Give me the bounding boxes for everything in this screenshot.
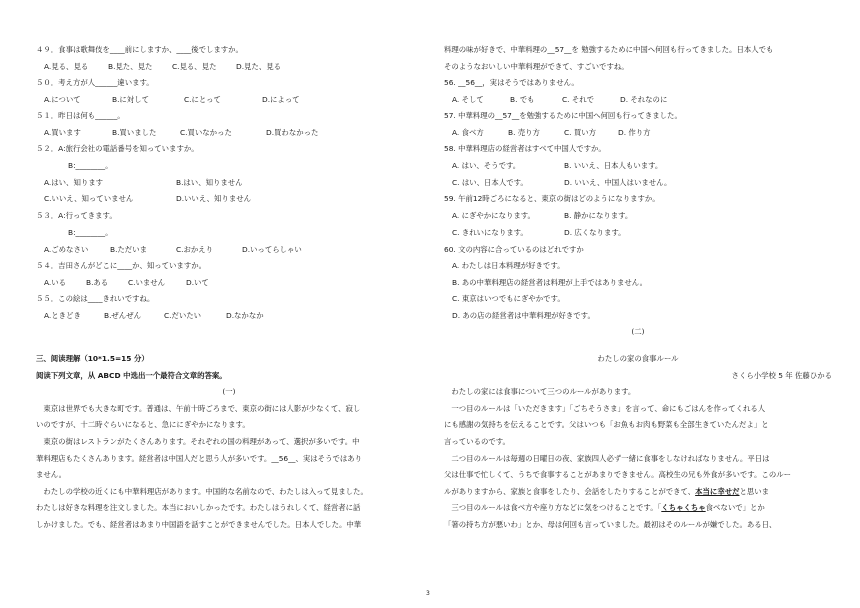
question-50-options	[44, 95, 300, 105]
option: D.買わなかった	[266, 128, 319, 137]
option: D.いて	[186, 278, 209, 287]
question-54-options	[44, 278, 209, 288]
question-50: ５０．考え方が人______違います。	[36, 78, 154, 87]
question-51-options	[44, 128, 318, 138]
passage-line: にも感謝の気持ちを伝えることです。父はいつも「お魚もお肉も野菜も全部生きていたんだよ」と	[444, 420, 769, 429]
passage-line: いのですが、十二時ぐらいになると、急ににぎやかになります。	[36, 420, 250, 429]
question-58: 58. 中華料理店の経営者はすべて中国人ですか。	[444, 144, 606, 153]
question-55-options	[44, 311, 264, 321]
option: C. きれいになります。	[452, 228, 528, 237]
option: D. いいえ、中国人はいません。	[564, 178, 672, 187]
option: A. はい、そうです。	[452, 161, 521, 170]
option: B.買いました	[112, 128, 157, 137]
option: C. はい、日本人です。	[452, 178, 528, 187]
passage-line: 東京の街はレストランがたくさんあります。それぞれの国の料理があって、選択が多いです。中	[36, 437, 360, 446]
question-59-options-row1	[452, 211, 632, 221]
option: C.買いなかった	[180, 128, 232, 137]
option: D. 作り方	[618, 128, 651, 137]
passage-2-author: さくら小学校 5 年 佐藤ひかる	[731, 371, 832, 380]
option: C.いいえ、知っていません	[44, 194, 134, 203]
option: D. 広くなります。	[564, 228, 626, 237]
option: D.いいえ、知りません	[176, 194, 252, 203]
question-52-options-row2	[44, 194, 251, 204]
option: A.はい、知ります	[44, 178, 104, 187]
passage-line: 東京は世界でも大きな町です。普通は、午前十時ごろまで、東京の街には人影が少なくて、寂し	[36, 404, 361, 413]
option: B. 静かになります。	[564, 211, 633, 220]
passage-line: 料理の味が好きで、中華料理の__57__を 勉強するために中国へ何回も行ってきました。日本人でも	[444, 45, 774, 54]
passage-line: わたしは好きな料理を注文しました。本当においしかったです。わたしはうれしくて、経営者に話	[36, 503, 361, 512]
option: C. 東京はいつでもにぎやかです。	[452, 294, 565, 303]
option: B.ただいま	[110, 245, 147, 254]
question-53-options	[44, 245, 302, 255]
option: C.おかえり	[176, 245, 214, 254]
question-53-reply: B:________。	[68, 228, 113, 237]
passage-line: 一つ目のルールは「いただきます」「ごちそうさま」を言って、命にもごはんを作ってくれる人	[444, 404, 766, 413]
question-58-options-row2	[452, 178, 671, 188]
question-52-options-row1	[44, 178, 243, 188]
option: A. にぎやかになります。	[452, 211, 535, 220]
option: C. それで	[562, 95, 595, 104]
section-title: 三、阅读理解（10*1.5=15 分）	[36, 354, 149, 363]
question-49-options	[44, 62, 281, 72]
passage-line: そのようなおいしい中華料理ができて、すごいですね。	[444, 62, 629, 71]
option: C.だいたい	[164, 311, 202, 320]
option: A.ごめなさい	[44, 245, 89, 254]
option: A.見る、見る	[44, 62, 89, 71]
question-53: ５３．A:行ってきます。	[36, 211, 117, 220]
option: D.見た、見る	[236, 62, 281, 71]
passage-text: 食べないで」とか	[705, 503, 765, 512]
passage-line	[444, 503, 765, 513]
passage-line: 「箸の持ち方が悪いわ」とか、母は何回も言っていました。最初はそのルールが嫌でした。ある日、	[444, 520, 777, 529]
option: C.いません	[128, 278, 166, 287]
passage-line: 父は仕事で忙しくて、うちで食事することがあまりできません。高校生の兄も外食が多いです。このルー	[444, 470, 791, 479]
option: A.いる	[44, 278, 67, 287]
option: B. あの中華料理店の経営者は料理が上手ではありません。	[452, 278, 647, 287]
option: B. いいえ、日本人もいます。	[564, 161, 663, 170]
option: B.に対して	[112, 95, 149, 104]
option: B.ぜんぜん	[104, 311, 141, 320]
passage-text: ルがありますから、家族と食事をしたり、会話をしたりすることができて、	[444, 487, 696, 496]
section-instructions: 阅读下列文章，从 ABCD 中选出一个最符合文章的答案。	[36, 371, 227, 380]
passage-line: わたしの家には食事について三つのルールがあります。	[444, 387, 636, 396]
passage-line: しかけました。でも、経営者はあまり中国語を話すことができませんでした。日本人でした。中華	[36, 520, 362, 529]
option: C.見る、見た	[172, 62, 217, 71]
question-60: 60. 文の内容に合っているのはどれですか	[444, 245, 584, 254]
question-55: ５５．この絵は____きれいですね。	[36, 294, 155, 303]
option: D.によって	[262, 95, 300, 104]
underlined-phrase: 本当に幸せだ	[695, 487, 740, 496]
option: B.はい、知りません	[176, 178, 243, 187]
passage-text: 三つ目のルールは食べ方や座り方などに気をつけることです。「	[444, 503, 662, 512]
option: B. でも	[510, 95, 535, 104]
option: B. 売り方	[508, 128, 540, 137]
option: D.いってらしゃい	[242, 245, 302, 254]
option: C.にとって	[184, 95, 221, 104]
passage-2-label: (二)	[631, 327, 645, 336]
page-number: 3	[426, 590, 430, 597]
option: A.について	[44, 95, 81, 104]
question-59: 59. 午前12時ごろになると、東京の街はどのようになりますか。	[444, 194, 660, 203]
question-51: ５１．昨日は何も______。	[36, 111, 125, 120]
question-56-options	[452, 95, 667, 105]
question-52: ５２．A:旅行会社の電話番号を知っていますか。	[36, 144, 199, 153]
option: B.ある	[86, 278, 109, 287]
question-57-options	[452, 128, 651, 138]
option: A. そして	[452, 95, 484, 104]
passage-line: 華料理店もたくさんあります。経営者は中国人だと思う人が多いです。__56__、実はそうではあり	[36, 454, 363, 463]
question-54: ５４．吉田さんがどこに____か、知っていますか。	[36, 261, 206, 270]
option: A.買います	[44, 128, 81, 137]
passage-1-label: (一)	[222, 387, 236, 396]
passage-2-title: わたしの家の食事ルール	[597, 354, 679, 363]
option: A.ときどき	[44, 311, 81, 320]
question-52-reply: B:________。	[68, 161, 113, 170]
question-56: 56. __56__，実はそうではありません。	[444, 78, 579, 87]
passage-text: と思いま	[739, 487, 770, 496]
option: D. あの店の経営者は中華料理が好きです。	[452, 311, 595, 320]
question-58-options-row1	[452, 161, 662, 171]
option: D.なかなか	[226, 311, 264, 320]
question-59-options-row2	[452, 228, 626, 238]
passage-line: 二つ目のルールは毎週の日曜日の夜、家族四人必ず一緒に食事をしなければなりません。平日は	[444, 454, 770, 463]
option: A. わたしは日本料理が好きです。	[452, 261, 565, 270]
question-57: 57. 中華料理の__57__を勉強するために中国へ何回も行ってきました。	[444, 111, 682, 120]
option: D. それなのに	[620, 95, 668, 104]
option: B.見た、見た	[108, 62, 153, 71]
passage-line	[444, 487, 769, 497]
underlined-phrase: くちゃくちゃ	[661, 503, 706, 512]
option: C. 買い方	[564, 128, 597, 137]
passage-line: 言っているのです。	[444, 437, 510, 446]
passage-line: ません。	[36, 470, 67, 479]
passage-line: わたしの学校の近くにも中華料理店があります。中国的な名前なので、わたしは入って見ました。	[36, 487, 368, 496]
question-49: ４９．食事は歌舞伎を____前にしますか、____後でしますか。	[36, 45, 243, 54]
option: A. 食べ方	[452, 128, 484, 137]
